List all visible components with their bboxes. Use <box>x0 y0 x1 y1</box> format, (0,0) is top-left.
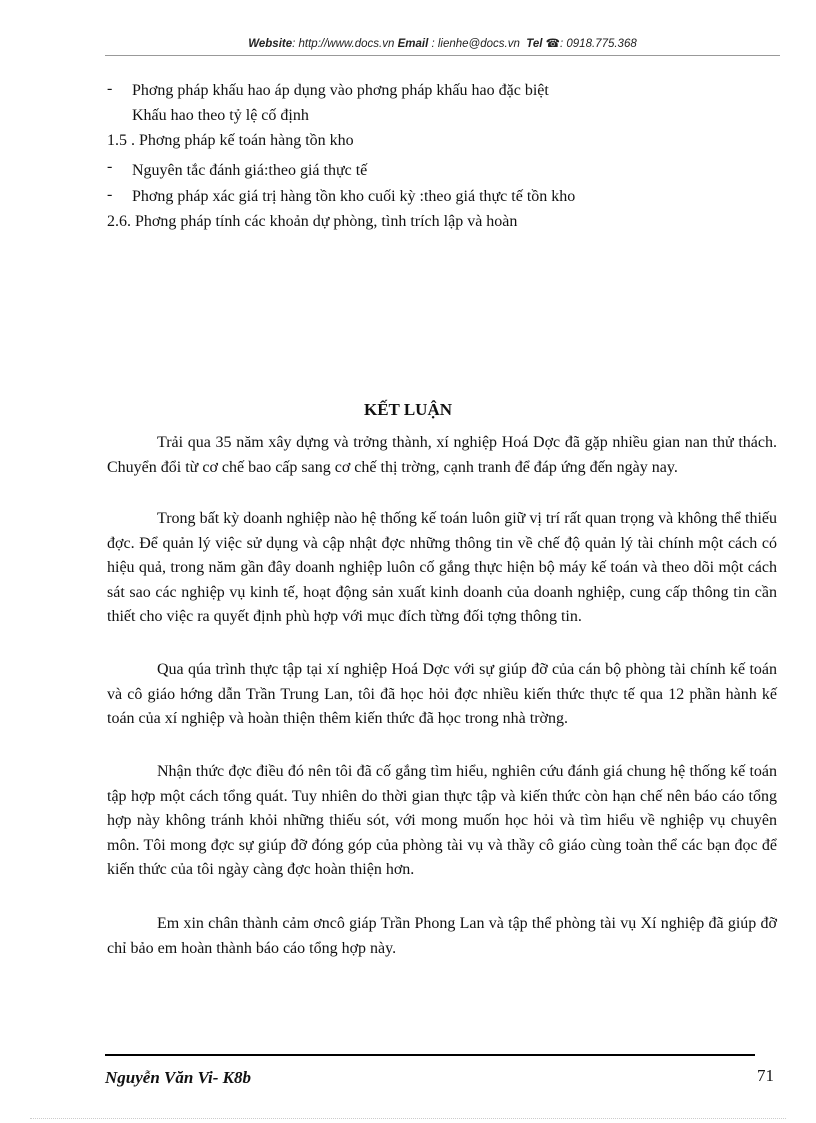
tel-label: Tel <box>526 38 543 50</box>
paragraph: Qua qúa trình thực tập tại xí nghiệp Hoá Dợc với sự giúp đỡ của cán bộ phòng tài chính kế toán và cô giáo hớng dẫn Trần Trung Lan, tôi đã học hỏi đợc nhiều kiến thức thực tế qua 12 phần hành kế toán của xí nghiệp và hoàn thiện thêm kiến thức đã học trong nhà trờng. <box>107 661 777 728</box>
phone-number: : 0918.775.368 <box>560 38 637 50</box>
list-bullet: - <box>107 158 113 175</box>
email-address[interactable]: : lienhe@docs.vn <box>428 38 520 50</box>
conclusion-title: KẾT LUẬN <box>363 400 452 419</box>
paragraph: Em xin chân thành cảm ơncô giáp Trần Phong Lan và tập thể phòng tài vụ Xí nghiệp đã giúp đỡ chỉ bảo em hoàn thành báo cáo tổng hợp này. <box>107 915 777 957</box>
email-label: Email <box>397 38 429 50</box>
paragraph: Nhận thức đợc điều đó nên tôi đã cố gắng tìm hiểu, nghiên cứu đánh giá chung hệ thống kế toán tập hợp một cách tổng quát. Tuy nhiên do thời gian thực tập và kiến thức còn hạn chế nên báo cáo tổng hợp này không tránh khỏi những thiếu sót, với mong muốn học hỏi và tìm hiểu về nghiệp vụ chuyên môn. Tôi mong đợc sự giúp đỡ đóng góp của phòng tài vụ và thầy cô giáo cùng toàn thể các bạn đọc để kiến thức của tôi ngày càng đợc hoàn thiện hơn. <box>107 763 777 879</box>
section-heading: 1.5 . Phơng pháp kế toán hàng tồn kho <box>107 132 354 149</box>
footer-author: Nguyễn Văn Vi- K8b <box>105 1068 251 1087</box>
website-label: Website <box>248 38 293 50</box>
page-number: 71 <box>757 1066 774 1085</box>
page-edge-divider <box>30 1118 786 1119</box>
section-heading: 2.6. Phơng pháp tính các khoản dự phòng, tình trích lập và hoàn <box>107 213 518 230</box>
page-header <box>105 36 780 50</box>
footer-divider <box>105 1054 755 1056</box>
paragraph: Trong bất kỳ doanh nghiệp nào hệ thống kế toán luôn giữ vị trí rất quan trọng và không thể thiếu đợc. Để quản lý việc sử dụng và cập nhật đợc những thông tin về chế độ quản lý tài chính một cách có hiệu quả, trong năm gần đây doanh nghiệp luôn cố gắng thực hiện bộ máy kế toán và theo dõi một cách sát sao các nghiệp vụ kinh tế, hoạt động sản xuất kinh doanh của doanh nghiệp, cung cấp thông tin cần thiết cho việc ra quyết định phù hợp với mục đích từng đối tợng thông tin. <box>107 510 777 626</box>
list-bullet: - <box>107 80 113 97</box>
website-url[interactable]: : http://www.docs.vn <box>292 38 395 50</box>
list-bullet: - <box>107 186 113 203</box>
list-item: Phơng pháp xác giá trị hàng tồn kho cuối kỳ :theo giá thực tế tồn kho <box>132 188 576 205</box>
phone-icon: ☎ <box>545 38 560 50</box>
header-divider <box>105 55 780 56</box>
paragraph: Trải qua 35 năm xây dựng và trởng thành, xí nghiệp Hoá Dợc đã gặp nhiều gian nan thử thách. Chuyển đổi từ cơ chế bao cấp sang cơ chế thị trờng, cạnh tranh để đáp ứng đến ngày nay. <box>107 434 777 476</box>
list-item: Khấu hao theo tỷ lệ cố định <box>132 107 309 124</box>
list-item: Phơng pháp khấu hao áp dụng vào phơng pháp khấu hao đặc biệt <box>132 82 549 99</box>
list-item: Nguyên tắc đánh giá:theo giá thực tế <box>132 162 368 179</box>
